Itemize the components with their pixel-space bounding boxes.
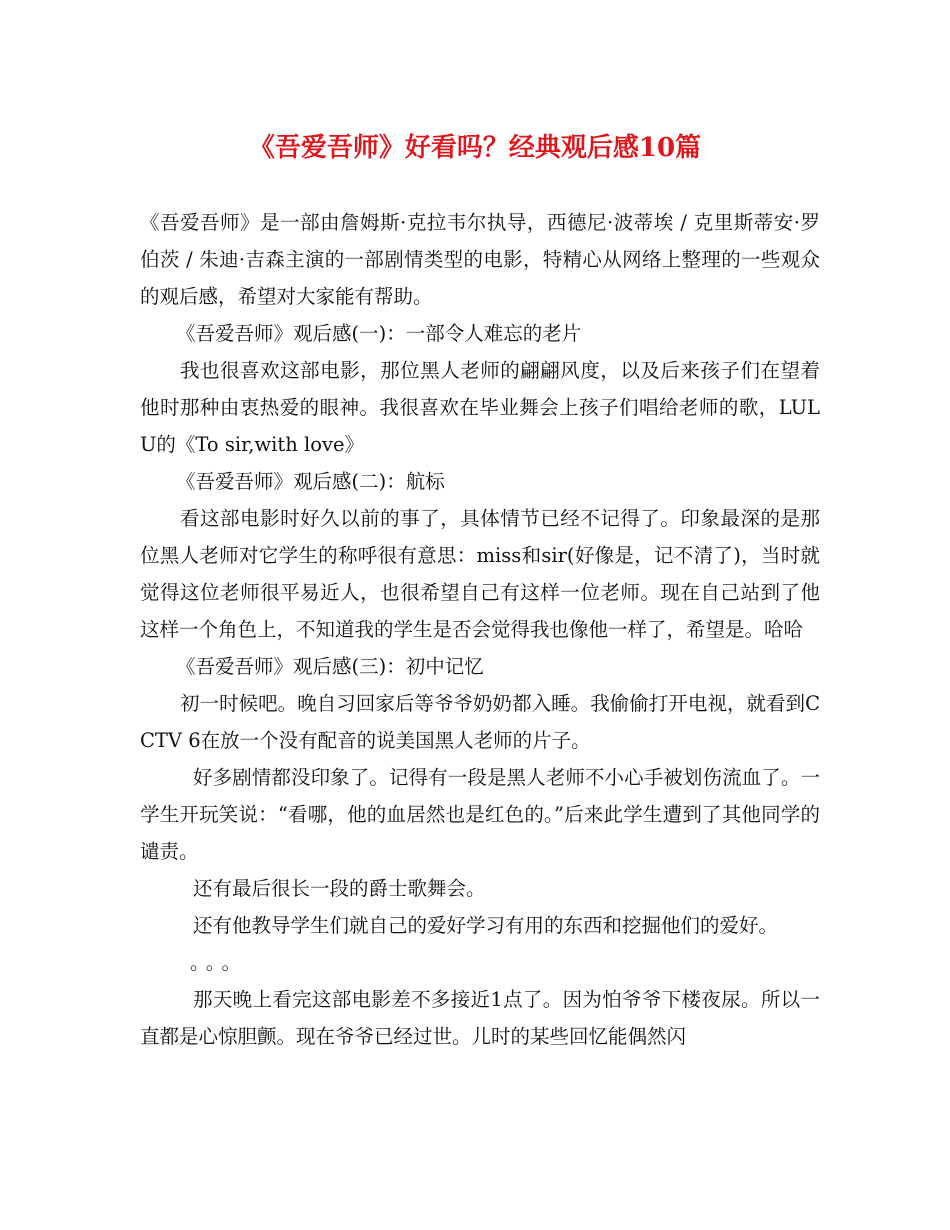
ellipsis-line: 。。。 (190, 951, 248, 974)
review-heading-2: 《吾爱吾师》观后感(二)：航标 (176, 470, 445, 493)
review-heading-3: 《吾爱吾师》观后感(三)：初中记忆 (176, 655, 484, 678)
review-paragraph: 还有他教导学生们就自己的爱好学习有用的东西和挖掘他们的爱好。 (193, 914, 779, 937)
intro-paragraph: 《吾爱吾师》是一部由詹姆斯·克拉韦尔执导，西德尼·波蒂埃 / 克里斯蒂安·罗伯茨 / 朱迪·吉森主演的一部剧情类型的电影，特精心从网络上整理的一些观众的观后感，希望对大家能有帮助。 (140, 211, 820, 308)
document-title: 《吾爱吾师》好看吗？经典观后感10篇 (248, 133, 702, 163)
document-body (140, 204, 820, 1055)
review-paragraph: 看这部电影时好久以前的事了，具体情节已经不记得了。印象最深的是那位黑人老师对它学生的称呼很有意思：miss和sir(好像是，记不清了)，当时就觉得这位老师很平易近人，也很希望自己有这样一位老师。现在自己站到了他这样一个角色上，不知道我的学生是否会觉得我也像他一样了，希望是。哈哈 (140, 507, 820, 641)
review-heading-1: 《吾爱吾师》观后感(一)：一部令人难忘的老片 (176, 322, 582, 345)
review-paragraph: 好多剧情都没印象了。记得有一段是黑人老师不小心手被划伤流血了。一学生开玩笑说：“看哪，他的血居然也是红色的。”后来此学生遭到了其他同学的谴责。 (140, 766, 820, 863)
review-paragraph: 那天晚上看完这部电影差不多接近1点了。因为怕爷爷下楼夜尿。所以一直都是心惊胆颤。现在爷爷已经过世。儿时的某些回忆能偶然闪 (140, 988, 820, 1048)
review-paragraph: 还有最后很长一段的爵士歌舞会。 (193, 877, 486, 900)
review-paragraph: 我也很喜欢这部电影，那位黑人老师的翩翩风度，以及后来孩子们在望着他时那种由衷热爱的眼神。我很喜欢在毕业舞会上孩子们唱给老师的歌，LULU的《To sir,with love》 (140, 359, 820, 456)
review-paragraph: 初一时候吧。晚自习回家后等爷爷奶奶都入睡。我偷偷打开电视，就看到CCTV 6在放一个没有配音的说美国黑人老师的片子。 (140, 692, 820, 752)
